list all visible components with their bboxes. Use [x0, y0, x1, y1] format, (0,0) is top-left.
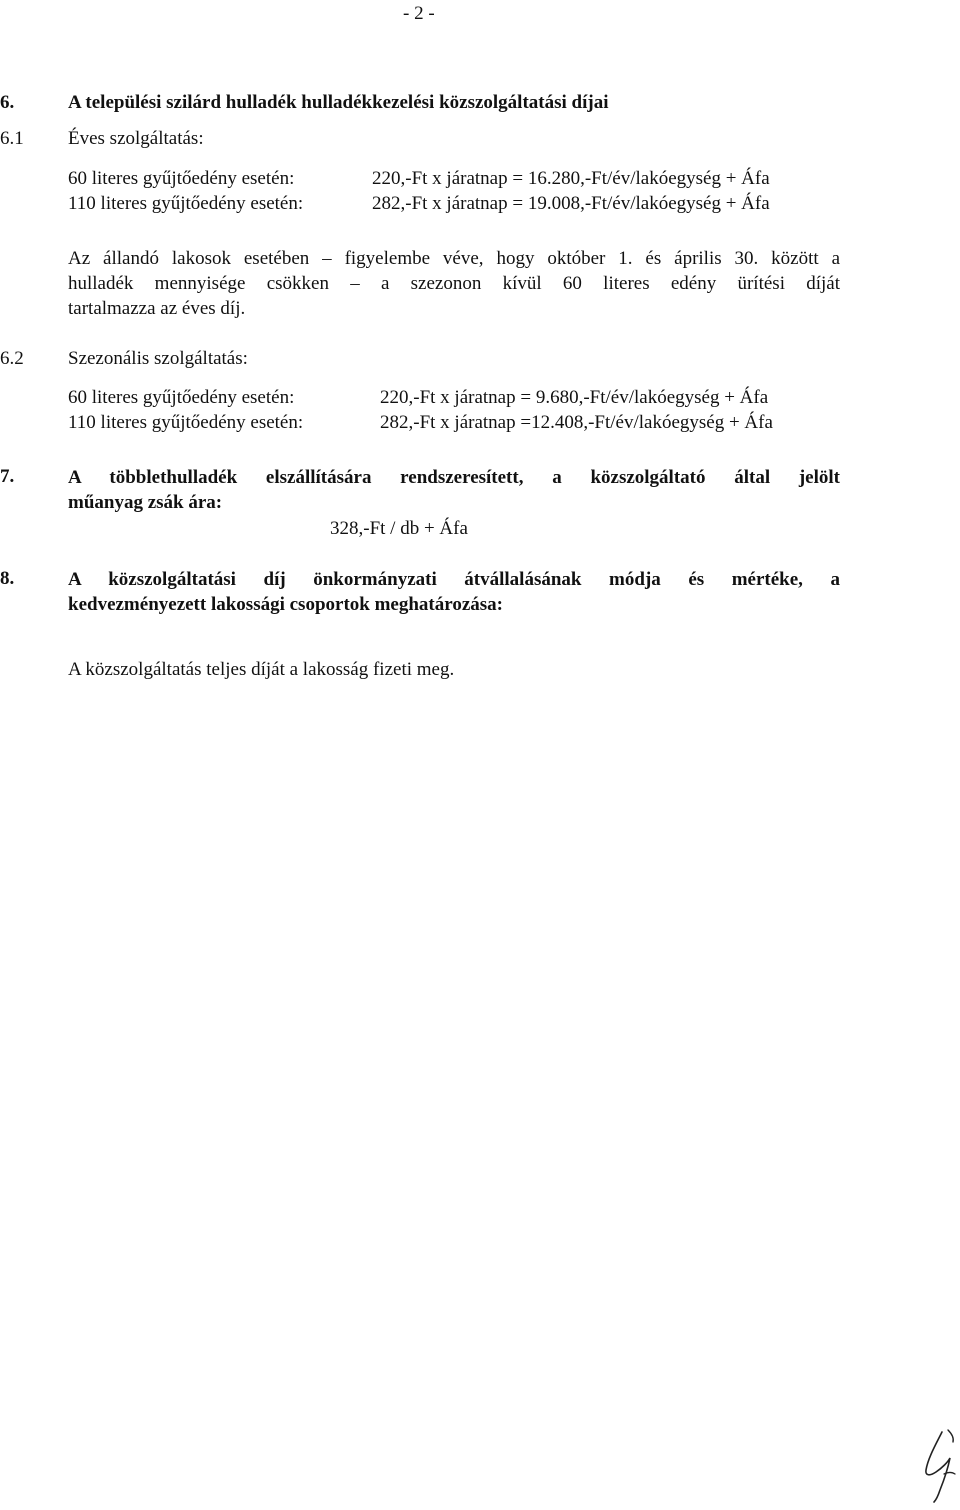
- row-value-60l: 220,-Ft x járatnap = 16.280,-Ft/év/lakóegység + Áfa: [372, 168, 770, 189]
- bag-price: 328,-Ft / db + Áfa: [330, 518, 468, 539]
- row-label-110l: 110 literes gyűjtőedény esetén:: [68, 193, 304, 214]
- section-8-body: A közszolgáltatás teljes díját a lakosság fizeti meg.: [68, 659, 455, 680]
- section-6-1-title: Éves szolgáltatás:: [68, 128, 204, 149]
- annual-fee-note: [68, 246, 840, 321]
- seasonal-row-label-110l: 110 literes gyűjtőedény esetén:: [68, 412, 304, 433]
- row-value-110l: 282,-Ft x járatnap = 19.008,-Ft/év/lakóegység + Áfa: [372, 193, 770, 214]
- section-8-title-line: kedvezményezett lakossági csoportok meghatározása:: [68, 594, 503, 615]
- section-7-title-line: műanyag zsák ára:: [68, 492, 223, 513]
- section-6-2-title: Szezonális szolgáltatás:: [68, 348, 248, 369]
- note-line: Az állandó lakosok esetében – figyelembe véve, hogy október 1. és április 30. között a: [68, 248, 840, 269]
- section-7-title-line: A többlethulladék elszállítására rendszeresített, a közszolgáltató által jelölt: [68, 467, 840, 488]
- row-label-60l: 60 literes gyűjtőedény esetén:: [68, 168, 295, 189]
- section-6-1-number: 6.1: [0, 128, 24, 149]
- seasonal-row-label-60l: 60 literes gyűjtőedény esetén:: [68, 387, 295, 408]
- section-7-title: [68, 465, 840, 515]
- section-8-title: [68, 567, 840, 617]
- seasonal-row-value-110l: 282,-Ft x járatnap =12.408,-Ft/év/lakóegység + Áfa: [380, 412, 773, 433]
- section-6-2-number: 6.2: [0, 348, 24, 369]
- section-6-title: A települési szilárd hulladék hulladékkezelési közszolgáltatási díjai: [68, 92, 609, 113]
- section-8-number: 8.: [0, 568, 15, 589]
- seasonal-row-value-60l: 220,-Ft x járatnap = 9.680,-Ft/év/lakóegység + Áfa: [380, 387, 769, 408]
- note-line: tartalmazza az éves díj.: [68, 298, 246, 319]
- page-number: - 2 -: [403, 3, 435, 24]
- note-line: hulladék mennyisége csökken – a szezonon kívül 60 literes edény ürítési díját: [68, 273, 840, 294]
- section-8-title-line: A közszolgáltatási díj önkormányzati átvállalásának módja és mértéke, a: [68, 569, 840, 590]
- section-7-number: 7.: [0, 466, 15, 487]
- handwritten-initials-icon: [918, 1428, 958, 1504]
- section-6-number: 6.: [0, 92, 15, 113]
